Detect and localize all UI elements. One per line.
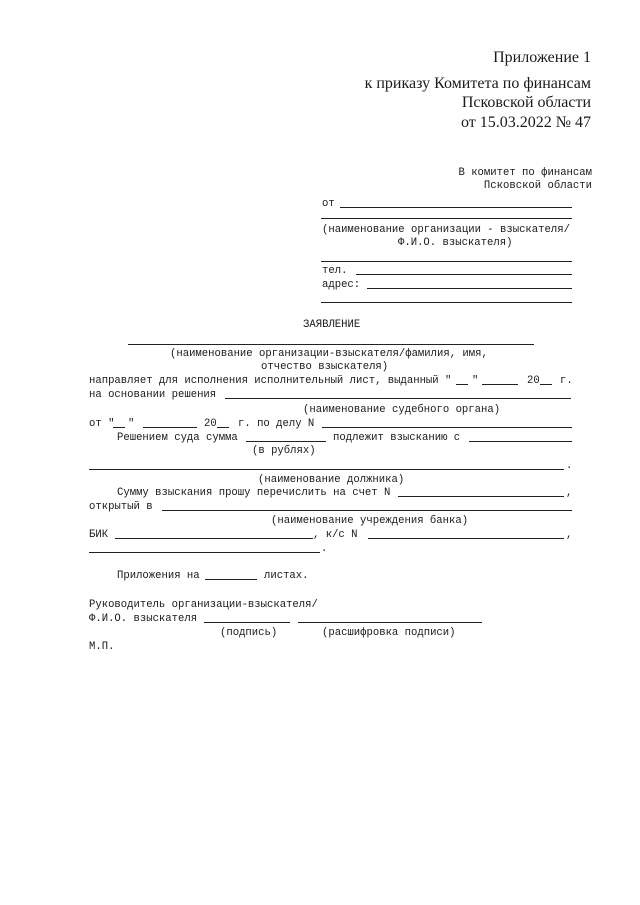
header-line-4: от 15.03.2022 № 47 — [460, 114, 591, 131]
line3-quote: " — [128, 418, 135, 430]
line3-month-blank — [143, 427, 197, 428]
address-line — [367, 288, 572, 289]
line3-day-blank — [113, 427, 125, 428]
bik-label: БИК — [89, 529, 109, 541]
org-hint-2: Ф.И.О. взыскателя) — [398, 237, 513, 249]
bik-line — [115, 538, 313, 539]
tel-label: тел. — [322, 265, 348, 277]
attach-text-a: Приложения на — [117, 570, 200, 582]
line1-quote: " — [472, 375, 479, 387]
from-line — [340, 207, 572, 208]
claimant-line — [128, 344, 534, 345]
address-label: адрес: — [322, 279, 361, 291]
line3-case: г. по делу N — [238, 418, 315, 430]
decode-hint: (расшифровка подписи) — [322, 627, 456, 639]
tel-line — [356, 274, 572, 275]
line1-month-blank — [482, 384, 518, 385]
header-line-3: Псковской области — [461, 94, 591, 111]
debtor-line-a — [469, 441, 572, 442]
sign-hint: (подпись) — [220, 627, 278, 639]
account-line — [398, 496, 564, 497]
line3-from: от " — [89, 418, 115, 430]
from-label: от — [322, 198, 335, 210]
debtor-line-b — [89, 469, 564, 470]
line1-year: 20 — [527, 375, 540, 387]
court-line — [225, 398, 571, 399]
claimant-hint-1: (наименование организации-взыскателя/фамилия, имя, — [170, 348, 488, 360]
claimant-hint-2: отчество взыскателя) — [261, 361, 389, 373]
stamp-mark: М.П. — [89, 641, 115, 653]
court-hint: (наименование судебного органа) — [303, 404, 501, 416]
bank-hint: (наименование учреждения банка) — [271, 515, 469, 527]
ks-comma: , — [566, 529, 573, 541]
document-title: ЗАЯВЛЕНИЕ — [303, 319, 361, 331]
line1-text: направляет для исполнения исполнительный лист, выданный " — [89, 375, 452, 387]
header-line-1: Приложение 1 — [493, 49, 591, 66]
signature-line — [204, 622, 290, 623]
attach-line — [205, 579, 257, 580]
head-line-1: Руководитель организации-взыскателя/ — [89, 599, 318, 611]
line1-day-blank — [456, 384, 468, 385]
bik-line-2 — [89, 552, 320, 553]
case-number-line — [322, 427, 572, 428]
debtor-dot: . — [566, 460, 573, 472]
addressee-to-1: В комитет по финансам — [458, 167, 592, 179]
line1-g: г. — [560, 375, 573, 387]
line1-year-blank — [540, 384, 552, 385]
header-line-2: к приказу Комитета по финансам — [364, 75, 591, 92]
line2-text: на основании решения — [89, 389, 217, 401]
bik-dot: . — [321, 543, 328, 555]
decode-line — [298, 622, 482, 623]
from-line-2 — [321, 218, 572, 219]
line3-year-blank — [217, 427, 229, 428]
amount-line — [246, 441, 326, 442]
head-line-2: Ф.И.О. взыскателя — [89, 613, 198, 625]
addressee-blank-line — [321, 261, 572, 262]
org-hint-1: (наименование организации - взыскателя/ — [322, 224, 570, 236]
line5-text: Сумму взыскания прошу перечислить на счет N — [117, 487, 391, 499]
rub-hint: (в рублях) — [252, 445, 316, 457]
ks-line — [368, 538, 564, 539]
attach-text-b: листах. — [264, 570, 309, 582]
address-line-2 — [321, 302, 572, 303]
debtor-hint: (наименование должника) — [258, 474, 405, 486]
line6-text: открытый в — [89, 501, 153, 513]
line4-text-a: Решением суда сумма — [117, 432, 238, 444]
line4-text-b: подлежит взысканию с — [333, 432, 461, 444]
ks-label: , к/с N — [313, 529, 358, 541]
bank-line — [162, 510, 572, 511]
line3-year: 20 — [204, 418, 217, 430]
account-comma: , — [566, 487, 573, 499]
addressee-to-2: Псковской области — [483, 180, 592, 192]
